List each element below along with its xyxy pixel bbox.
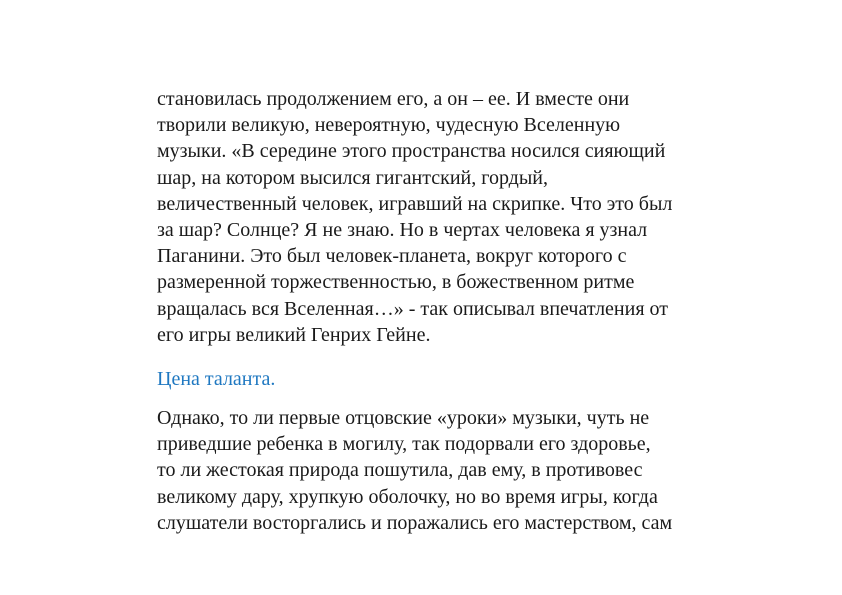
paragraph-1 [157, 86, 757, 348]
paragraph-line: вращалась вся Вселенная…» - так описывал впечатления от [157, 297, 669, 320]
section-heading: Цена таланта. [157, 368, 276, 390]
paragraph-line: то ли жестокая природа пошутила, дав ему, в противовес [157, 459, 643, 482]
paragraph-line: за шар? Солнце? Я не знаю. Но в чертах человека я узнал [157, 218, 648, 241]
paragraph-line: Паганини. Это был человек-планета, вокруг которого с [157, 245, 627, 268]
paragraph-line: великому дару, хрупкую оболочку, но во время игры, когда [157, 485, 658, 508]
paragraph-line: размеренной торжественностью, в божественном ритме [157, 271, 635, 294]
paragraph-line: шар, на котором высился гигантский, гордый, [157, 166, 548, 189]
paragraph-2 [157, 405, 757, 536]
paragraph-line: становилась продолжением его, а он – ее. И вместе они [157, 88, 630, 110]
paragraph-line: музыки. «В середине этого пространства носился сияющий [157, 140, 666, 163]
paragraph-line: слушатели восторгались и поражались его мастерством, сам [157, 511, 673, 534]
paragraph-line: приведшие ребенка в могилу, так подорвали его здоровье, [157, 433, 651, 456]
paragraph-line: его игры великий Генрих Гейне. [157, 323, 431, 346]
paragraph-line: творили великую, невероятную, чудесную Вселенную [157, 114, 621, 137]
paragraph-line: Однако, то ли первые отцовские «уроки» музыки, чуть не [157, 407, 650, 429]
paragraph-line: величественный человек, игравший на скрипке. Что это был [157, 192, 673, 215]
